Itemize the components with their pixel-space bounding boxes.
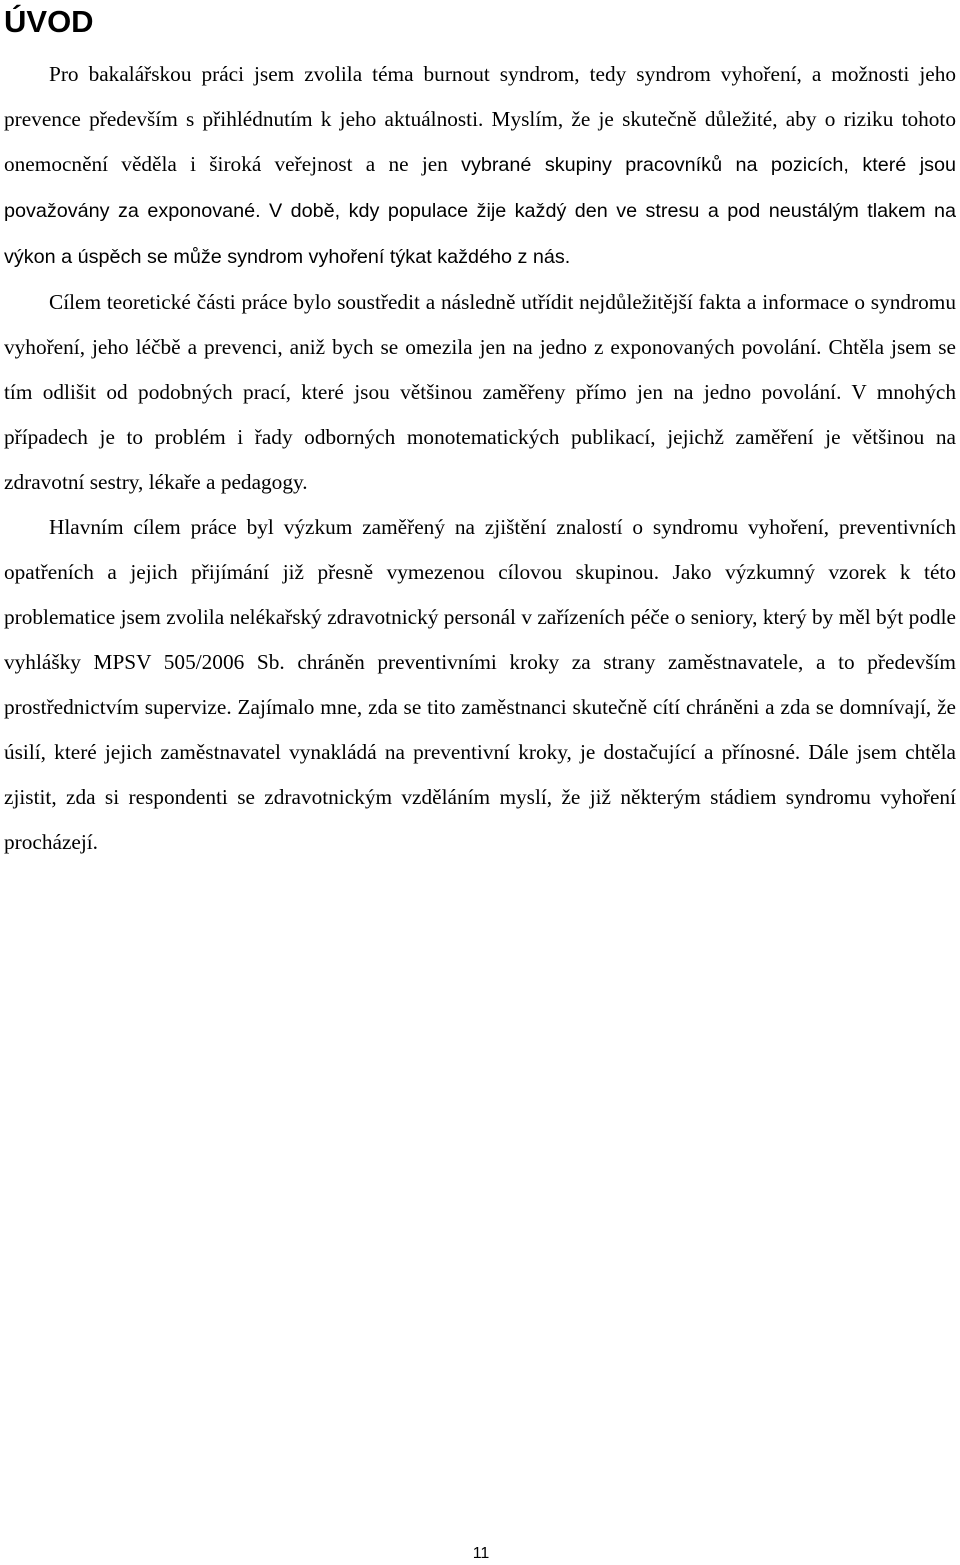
page-number: 11 (472, 1545, 490, 1562)
theory-goal-text: Cílem teoretické části práce bylo soustředit a následně utřídit nejdůležitější fakta a informace o syndromu vyhoření, jeho léčbě a prevenci, aniž bych se omezila jen na jedno z exponovaných povolání. Chtěla jsem se tím odlišit od podobných prací, které jsou většinou zaměřeny přímo jen na jedno povolání. V mnohých případech je to problém i řady odborných monotematických publikací, jejichž zaměření je většinou na zdravotní sestry, lékaře a pedagogy. (4, 290, 956, 494)
paragraph-intro (4, 52, 956, 280)
paragraph-main-goal (4, 505, 956, 865)
intro-text-part-2: vybrané skupiny pracovníků na pozicích, které jsou považovány za exponované. V době, kdy populace žije každý den ve stresu a pod neustálým tlakem na výkon a úspěch se může syndrom vyhoření týkat každého z nás. (4, 154, 956, 268)
document-body (4, 52, 956, 865)
intro-text-part-1: Pro bakalářskou práci jsem zvolila téma burnout syndrom, tedy syndrom vyhoření, a možnosti jeho prevence především s přihlédnutím k jeho aktuálnosti. Myslím, že je skutečně důležité, aby o riziku tohoto onemocnění věděla i široká veřejnost a ne jen (4, 62, 956, 176)
main-goal-text: Hlavním cílem práce byl výzkum zaměřený na zjištění znalostí o syndromu vyhoření, preventivních opatřeních a jejich přijímání již přesně vymezenou cílovou skupinou. Jako výzkumný vzorek k této problematice jsem zvolila nelékařský zdravotnický personál v zařízeních péče o seniory, který by měl být podle vyhlášky MPSV 505/2006 Sb. chráněn preventivními kroky za strany zaměstnavatele, a to především prostřednictvím supervize. Zajímalo mne, zda se tito zaměstnanci skutečně cítí chráněni a zda se domnívají, že úsilí, které jejich zaměstnavatel vynakládá na preventivní kroky, je dostačující a přínosné. Dále jsem chtěla zjistit, zda si respondenti se zdravotnickým vzděláním myslí, že již některým stádiem syndromu vyhoření procházejí. (4, 515, 956, 854)
chapter-heading: ÚVOD (4, 4, 94, 39)
paragraph-theory-goal (4, 280, 956, 505)
